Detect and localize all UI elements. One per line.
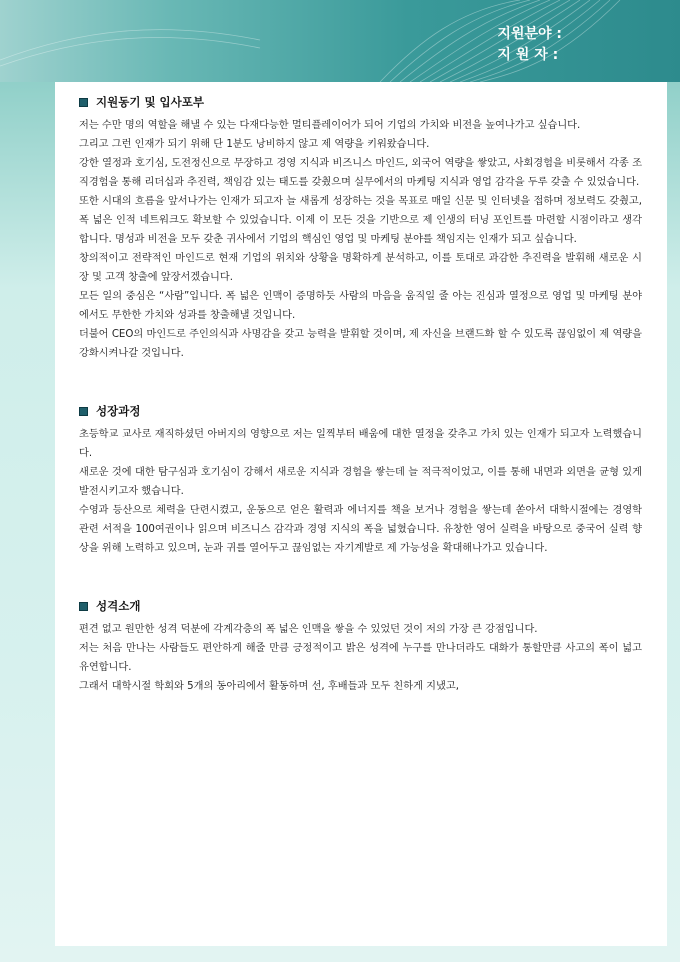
paragraph: 저는 처음 만나는 사람들도 편안하게 해줄 만큼 긍정적이고 밝은 성격에 누구를 만나더라도 대화가 통할만큼 사고의 폭이 넓고 유연합니다. xyxy=(79,643,642,673)
square-bullet-icon xyxy=(79,602,88,611)
paragraph: 새로운 것에 대한 탐구심과 호기심이 강해서 새로운 지식과 경험을 쌓는데 늘 적극적이었고, 이를 통해 내면과 외면을 균형 있게 발전시키고자 했습니다. xyxy=(79,467,642,497)
paragraph: 또한 시대의 흐름을 앞서나가는 인재가 되고자 늘 새롭게 성장하는 것을 목표로 매일 신문 및 인터넷을 접하며 정보력도 갖췄고, 폭 넓은 인적 네트워크도 확보할 수 있었습니다. 이제 이 모든 것을 기반으로 제 인생의 터닝 포인트를 마련할 시점이라고 생각합니다. 명성과 비전을 모두 갖춘 귀사에서 기업의 핵심인 영업 및 마케팅 분야를 책임지는 인재가 되고 싶습니다. xyxy=(79,196,642,245)
section-title: 지원동기 및 입사포부 xyxy=(96,95,204,109)
section-title: 성장과정 xyxy=(96,404,141,418)
section-personality xyxy=(79,596,642,696)
section-heading xyxy=(79,401,642,421)
header-banner xyxy=(0,0,680,82)
applicant-label: 지 원 자 : xyxy=(497,47,559,63)
paragraph: 그래서 대학시절 학회와 5개의 동아리에서 활동하며 선, 후배들과 모두 친하게 지냈고, xyxy=(79,681,459,692)
section-heading xyxy=(79,92,642,112)
paragraph: 창의적이고 전략적인 마인드로 현재 기업의 위치와 상황을 명확하게 분석하고, 이를 토대로 과감한 추진력을 발휘해 새로운 시장 및 고객 창출에 앞장서겠습니다. xyxy=(79,253,642,283)
paragraph: 초등학교 교사로 재직하셨던 아버지의 영향으로 저는 일찍부터 배움에 대한 열정을 갖추고 가치 있는 인재가 되고자 노력했습니다. xyxy=(79,429,642,459)
header-wave-decoration xyxy=(0,0,680,82)
document-page xyxy=(55,82,667,946)
section-heading xyxy=(79,596,642,616)
paragraph: 저는 수만 명의 역할을 해낼 수 있는 다재다능한 멀티플레이어가 되어 기업의 가치와 비전을 높여나가고 싶습니다. xyxy=(79,120,581,131)
paragraph: 수영과 등산으로 체력을 단련시켰고, 운동으로 얻은 활력과 에너지를 책을 보거나 경험을 쌓는데 쏟아서 대학시절에는 경영학 관련 서적을 100여권이나 읽으며 비즈니스 감각과 경영 지식의 폭을 넓혔습니다. 유창한 영어 실력을 바탕으로 중국어 실력 향상을 위해 노력하고 있으며, 눈과 귀를 열어두고 끊임없는 자기계발로 제 가능성을 확대해나가고 있습니다. xyxy=(79,505,642,554)
paragraph: 더불어 CEO의 마인드로 주인의식과 사명감을 갖고 능력을 발휘할 것이며, 제 자신을 브랜드화 할 수 있도록 끊임없이 제 역량을 강화시켜나갈 것입니다. xyxy=(79,329,642,359)
paragraph: 편견 없고 원만한 성격 덕분에 각계각층의 폭 넓은 인맥을 쌓을 수 있었던 것이 저의 가장 큰 강점입니다. xyxy=(79,624,538,635)
section-growth xyxy=(79,401,642,558)
square-bullet-icon xyxy=(79,407,88,416)
field-label: 지원분야 : xyxy=(497,26,562,42)
square-bullet-icon xyxy=(79,98,88,107)
paragraph: 강한 열정과 호기심, 도전정신으로 무장하고 경영 지식과 비즈니스 마인드, 외국어 역량을 쌓았고, 사회경험을 비롯해서 각종 조직경험을 통해 리더십과 추진력, 책임감 있는 태도를 갖췄으며 실무에서의 마케팅 지식과 영업 감각을 두루 갖출 수 있었습니다. xyxy=(79,158,642,188)
section-title: 성격소개 xyxy=(96,599,141,613)
section-motivation xyxy=(79,92,642,363)
paragraph: 그리고 그런 인재가 되기 위해 단 1분도 낭비하지 않고 제 역량을 키워왔습니다. xyxy=(79,139,430,150)
paragraph: 모든 일의 중심은 “사람”입니다. 폭 넓은 인맥이 증명하듯 사람의 마음을 움직일 줄 아는 진심과 열정으로 영업 및 마케팅 분야에서도 무한한 가치와 성과를 창출해낼 것입니다. xyxy=(79,291,642,321)
